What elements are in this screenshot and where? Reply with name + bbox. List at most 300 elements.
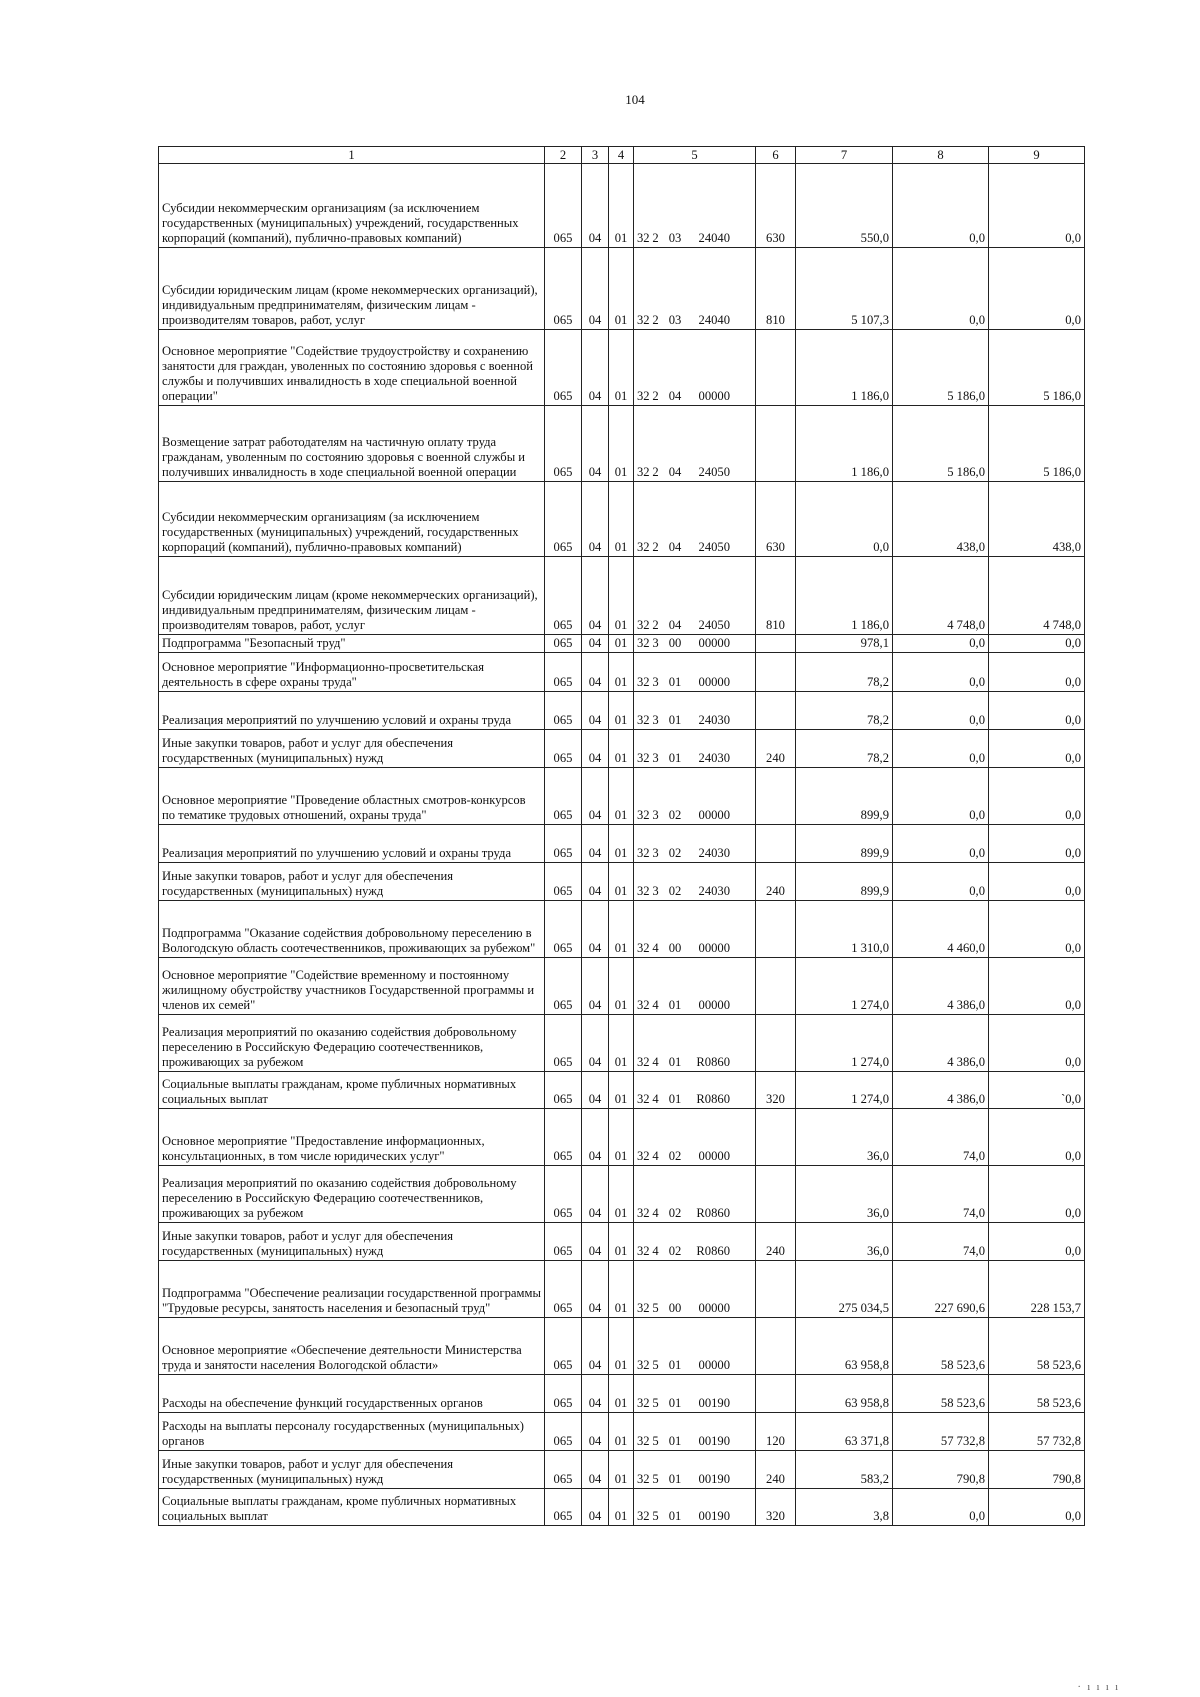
grbs-code: 065 xyxy=(545,901,582,958)
event-code: 02 xyxy=(668,1244,682,1258)
grbs-code: 065 xyxy=(545,1451,582,1489)
subsection-code: 01 xyxy=(609,692,634,730)
amount-year-3: 0,0 xyxy=(989,1166,1085,1223)
amount-year-3: `0,0 xyxy=(989,1072,1085,1109)
grbs-code: 065 xyxy=(545,164,582,248)
subprogram-code: 5 xyxy=(652,1358,659,1372)
table-row xyxy=(159,863,1085,901)
expense-type-code xyxy=(756,692,796,730)
amount-year-3: 0,0 xyxy=(989,1015,1085,1072)
amount-year-2: 74,0 xyxy=(893,1223,989,1261)
direction-code: 24030 xyxy=(698,713,730,727)
direction-code: 00000 xyxy=(698,1358,730,1372)
event-code: 01 xyxy=(668,675,682,689)
direction-code: 00190 xyxy=(698,1434,730,1448)
expense-type-code xyxy=(756,330,796,406)
expense-type-code: 320 xyxy=(756,1072,796,1109)
direction-code: R0860 xyxy=(696,1055,730,1069)
program-code: 32 xyxy=(637,1149,650,1163)
subprogram-code: 5 xyxy=(652,1396,659,1410)
amount-year-2: 0,0 xyxy=(893,863,989,901)
table-row xyxy=(159,1489,1085,1526)
row-name: Реализация мероприятий по улучшению условий и охраны труда xyxy=(159,825,545,863)
expense-type-code xyxy=(756,768,796,825)
table-row xyxy=(159,768,1085,825)
section-code: 04 xyxy=(582,863,609,901)
direction-code: 24040 xyxy=(698,231,730,245)
header-col-7: 7 xyxy=(796,147,893,164)
event-code: 03 xyxy=(668,231,682,245)
subsection-code: 01 xyxy=(609,653,634,692)
subprogram-code: 3 xyxy=(652,808,659,822)
table-row xyxy=(159,1109,1085,1166)
amount-year-3: 58 523,6 xyxy=(989,1375,1085,1413)
direction-code: 00000 xyxy=(698,636,730,650)
amount-year-1: 899,9 xyxy=(796,863,893,901)
amount-year-3: 0,0 xyxy=(989,1489,1085,1526)
subprogram-code: 5 xyxy=(652,1472,659,1486)
amount-year-1: 899,9 xyxy=(796,825,893,863)
expense-type-code: 810 xyxy=(756,557,796,635)
header-col-4: 4 xyxy=(609,147,634,164)
table-row xyxy=(159,692,1085,730)
expense-type-code xyxy=(756,635,796,653)
amount-year-2: 4 386,0 xyxy=(893,1072,989,1109)
program-code: 32 xyxy=(637,713,650,727)
scan-edge-mark: · ı ı ı ı xyxy=(1077,1682,1120,1693)
target-article-code xyxy=(634,1451,756,1489)
direction-code: 24040 xyxy=(698,313,730,327)
row-name: Иные закупки товаров, работ и услуг для обеспечения государственных (муниципальных) нужд xyxy=(159,730,545,768)
amount-year-1: 583,2 xyxy=(796,1451,893,1489)
subprogram-code: 4 xyxy=(652,1244,659,1258)
grbs-code: 065 xyxy=(545,863,582,901)
subsection-code: 01 xyxy=(609,482,634,557)
target-article-code xyxy=(634,330,756,406)
section-code: 04 xyxy=(582,1109,609,1166)
amount-year-2: 4 748,0 xyxy=(893,557,989,635)
subprogram-code: 4 xyxy=(652,1055,659,1069)
subprogram-code: 4 xyxy=(652,941,659,955)
section-code: 04 xyxy=(582,557,609,635)
amount-year-3: 0,0 xyxy=(989,901,1085,958)
section-code: 04 xyxy=(582,164,609,248)
subprogram-code: 2 xyxy=(652,540,659,554)
subprogram-code: 4 xyxy=(652,1092,659,1106)
event-code: 02 xyxy=(668,1149,682,1163)
amount-year-2: 0,0 xyxy=(893,653,989,692)
direction-code: 00190 xyxy=(698,1509,730,1523)
subprogram-code: 4 xyxy=(652,1206,659,1220)
subprogram-code: 3 xyxy=(652,846,659,860)
event-code: 01 xyxy=(668,751,682,765)
direction-code: 24030 xyxy=(698,846,730,860)
table-row xyxy=(159,653,1085,692)
subsection-code: 01 xyxy=(609,635,634,653)
direction-code: 00000 xyxy=(698,389,730,403)
subsection-code: 01 xyxy=(609,730,634,768)
row-name: Подпрограмма "Оказание содействия добровольному переселению в Вологодскую область соотечественников, проживающих за рубежом" xyxy=(159,901,545,958)
subprogram-code: 5 xyxy=(652,1434,659,1448)
grbs-code: 065 xyxy=(545,1413,582,1451)
grbs-code: 065 xyxy=(545,1223,582,1261)
expense-type-code xyxy=(756,1015,796,1072)
amount-year-3: 0,0 xyxy=(989,863,1085,901)
grbs-code: 065 xyxy=(545,653,582,692)
grbs-code: 065 xyxy=(545,1318,582,1375)
section-code: 04 xyxy=(582,1451,609,1489)
direction-code: 00190 xyxy=(698,1396,730,1410)
subsection-code: 01 xyxy=(609,1223,634,1261)
amount-year-3: 5 186,0 xyxy=(989,406,1085,482)
section-code: 04 xyxy=(582,730,609,768)
direction-code: R0860 xyxy=(696,1206,730,1220)
event-code: 04 xyxy=(668,389,682,403)
subprogram-code: 3 xyxy=(652,884,659,898)
event-code: 04 xyxy=(668,618,682,632)
section-code: 04 xyxy=(582,1166,609,1223)
direction-code: 00190 xyxy=(698,1472,730,1486)
subprogram-code: 2 xyxy=(652,465,659,479)
expense-type-code xyxy=(756,1166,796,1223)
target-article-code xyxy=(634,1015,756,1072)
subsection-code: 01 xyxy=(609,901,634,958)
target-article-code xyxy=(634,1261,756,1318)
amount-year-1: 3,8 xyxy=(796,1489,893,1526)
grbs-code: 065 xyxy=(545,1375,582,1413)
subprogram-code: 2 xyxy=(652,618,659,632)
amount-year-1: 36,0 xyxy=(796,1166,893,1223)
grbs-code: 065 xyxy=(545,635,582,653)
subprogram-code: 3 xyxy=(652,636,659,650)
target-article-code xyxy=(634,825,756,863)
program-code: 32 xyxy=(637,884,650,898)
amount-year-2: 74,0 xyxy=(893,1166,989,1223)
subsection-code: 01 xyxy=(609,330,634,406)
expense-type-code xyxy=(756,825,796,863)
amount-year-3: 0,0 xyxy=(989,248,1085,330)
amount-year-2: 74,0 xyxy=(893,1109,989,1166)
table-row xyxy=(159,1166,1085,1223)
grbs-code: 065 xyxy=(545,557,582,635)
subsection-code: 01 xyxy=(609,1375,634,1413)
direction-code: 24050 xyxy=(698,540,730,554)
target-article-code xyxy=(634,901,756,958)
section-code: 04 xyxy=(582,825,609,863)
target-article-code xyxy=(634,1489,756,1526)
amount-year-2: 0,0 xyxy=(893,692,989,730)
event-code: 00 xyxy=(668,1301,682,1315)
amount-year-1: 1 274,0 xyxy=(796,1015,893,1072)
direction-code: 24050 xyxy=(698,465,730,479)
expense-type-code: 630 xyxy=(756,482,796,557)
section-code: 04 xyxy=(582,330,609,406)
amount-year-3: 4 748,0 xyxy=(989,557,1085,635)
row-name: Основное мероприятие "Информационно-просветительская деятельность в сфере охраны труда" xyxy=(159,653,545,692)
subsection-code: 01 xyxy=(609,1109,634,1166)
amount-year-1: 63 958,8 xyxy=(796,1318,893,1375)
amount-year-1: 63 958,8 xyxy=(796,1375,893,1413)
event-code: 01 xyxy=(668,1092,682,1106)
grbs-code: 065 xyxy=(545,1072,582,1109)
grbs-code: 065 xyxy=(545,1261,582,1318)
row-name: Подпрограмма "Обеспечение реализации государственной программы "Трудовые ресурсы, занятость населения и безопасный труд" xyxy=(159,1261,545,1318)
subprogram-code: 2 xyxy=(652,389,659,403)
grbs-code: 065 xyxy=(545,330,582,406)
table-row xyxy=(159,1015,1085,1072)
amount-year-2: 0,0 xyxy=(893,164,989,248)
section-code: 04 xyxy=(582,958,609,1015)
target-article-code xyxy=(634,1166,756,1223)
event-code: 02 xyxy=(668,808,682,822)
section-code: 04 xyxy=(582,248,609,330)
row-name: Подпрограмма "Безопасный труд" xyxy=(159,635,545,653)
subprogram-code: 5 xyxy=(652,1301,659,1315)
row-name: Возмещение затрат работодателям на частичную оплату труда гражданам, уволенным по состоянию здоровья с военной службы и получивших инвалидность в ходе специальной военной операции xyxy=(159,406,545,482)
amount-year-2: 4 460,0 xyxy=(893,901,989,958)
amount-year-3: 0,0 xyxy=(989,825,1085,863)
program-code: 32 xyxy=(637,1301,650,1315)
program-code: 32 xyxy=(637,751,650,765)
direction-code: R0860 xyxy=(696,1244,730,1258)
amount-year-1: 36,0 xyxy=(796,1109,893,1166)
direction-code: 00000 xyxy=(698,1301,730,1315)
row-name: Субсидии юридическим лицам (кроме некоммерческих организаций), индивидуальным предпринимателям, физическим лицам - производителям товаров, работ, услуг xyxy=(159,248,545,330)
amount-year-3: 790,8 xyxy=(989,1451,1085,1489)
row-name: Субсидии юридическим лицам (кроме некоммерческих организаций), индивидуальным предпринимателям, физическим лицам - производителям товаров, работ, услуг xyxy=(159,557,545,635)
grbs-code: 065 xyxy=(545,1166,582,1223)
target-article-code xyxy=(634,730,756,768)
program-code: 32 xyxy=(637,1434,650,1448)
table-row xyxy=(159,1375,1085,1413)
program-code: 32 xyxy=(637,1472,650,1486)
subsection-code: 01 xyxy=(609,1015,634,1072)
amount-year-3: 0,0 xyxy=(989,768,1085,825)
expense-type-code: 240 xyxy=(756,863,796,901)
grbs-code: 065 xyxy=(545,1109,582,1166)
amount-year-2: 4 386,0 xyxy=(893,958,989,1015)
row-name: Расходы на выплаты персоналу государственных (муниципальных) органов xyxy=(159,1413,545,1451)
program-code: 32 xyxy=(637,313,650,327)
amount-year-2: 58 523,6 xyxy=(893,1375,989,1413)
event-code: 02 xyxy=(668,1206,682,1220)
table-row xyxy=(159,482,1085,557)
row-name: Субсидии некоммерческим организациям (за исключением государственных (муниципальных) учреждений, государственных корпораций (компаний), публично-правовых компаний) xyxy=(159,482,545,557)
grbs-code: 065 xyxy=(545,958,582,1015)
target-article-code xyxy=(634,406,756,482)
section-code: 04 xyxy=(582,1015,609,1072)
amount-year-1: 78,2 xyxy=(796,692,893,730)
table-row xyxy=(159,557,1085,635)
program-code: 32 xyxy=(637,675,650,689)
program-code: 32 xyxy=(637,465,650,479)
amount-year-2: 0,0 xyxy=(893,730,989,768)
amount-year-3: 0,0 xyxy=(989,635,1085,653)
subsection-code: 01 xyxy=(609,1318,634,1375)
target-article-code xyxy=(634,1109,756,1166)
header-col-5: 5 xyxy=(634,147,756,164)
amount-year-3: 438,0 xyxy=(989,482,1085,557)
section-code: 04 xyxy=(582,1261,609,1318)
amount-year-2: 0,0 xyxy=(893,825,989,863)
header-row xyxy=(159,147,1085,164)
event-code: 04 xyxy=(668,465,682,479)
expense-type-code: 810 xyxy=(756,248,796,330)
subsection-code: 01 xyxy=(609,1451,634,1489)
program-code: 32 xyxy=(637,618,650,632)
amount-year-3: 57 732,8 xyxy=(989,1413,1085,1451)
event-code: 02 xyxy=(668,846,682,860)
event-code: 00 xyxy=(668,941,682,955)
amount-year-2: 0,0 xyxy=(893,248,989,330)
table-row xyxy=(159,901,1085,958)
amount-year-1: 1 274,0 xyxy=(796,958,893,1015)
direction-code: 00000 xyxy=(698,1149,730,1163)
row-name: Иные закупки товаров, работ и услуг для обеспечения государственных (муниципальных) нужд xyxy=(159,863,545,901)
section-code: 04 xyxy=(582,692,609,730)
table-row xyxy=(159,1413,1085,1451)
section-code: 04 xyxy=(582,1072,609,1109)
program-code: 32 xyxy=(637,540,650,554)
subsection-code: 01 xyxy=(609,1261,634,1318)
table-row xyxy=(159,248,1085,330)
grbs-code: 065 xyxy=(545,1489,582,1526)
amount-year-1: 1 186,0 xyxy=(796,557,893,635)
expense-type-code xyxy=(756,1261,796,1318)
table-row xyxy=(159,730,1085,768)
budget-table xyxy=(158,146,1085,1526)
section-code: 04 xyxy=(582,1375,609,1413)
table-row xyxy=(159,958,1085,1015)
amount-year-3: 0,0 xyxy=(989,958,1085,1015)
program-code: 32 xyxy=(637,1092,650,1106)
target-article-code xyxy=(634,248,756,330)
amount-year-1: 275 034,5 xyxy=(796,1261,893,1318)
section-code: 04 xyxy=(582,1413,609,1451)
grbs-code: 065 xyxy=(545,406,582,482)
subprogram-code: 2 xyxy=(652,313,659,327)
amount-year-3: 58 523,6 xyxy=(989,1318,1085,1375)
expense-type-code: 240 xyxy=(756,1451,796,1489)
expense-type-code xyxy=(756,1318,796,1375)
subsection-code: 01 xyxy=(609,1166,634,1223)
program-code: 32 xyxy=(637,808,650,822)
program-code: 32 xyxy=(637,636,650,650)
grbs-code: 065 xyxy=(545,825,582,863)
target-article-code xyxy=(634,958,756,1015)
expense-type-code: 240 xyxy=(756,730,796,768)
subsection-code: 01 xyxy=(609,1489,634,1526)
subprogram-code: 3 xyxy=(652,675,659,689)
table-row xyxy=(159,1451,1085,1489)
expense-type-code xyxy=(756,1375,796,1413)
amount-year-1: 0,0 xyxy=(796,482,893,557)
row-name: Субсидии некоммерческим организациям (за исключением государственных (муниципальных) учреждений, государственных корпораций (компаний), публично-правовых компаний) xyxy=(159,164,545,248)
program-code: 32 xyxy=(637,846,650,860)
header-col-3: 3 xyxy=(582,147,609,164)
header-col-1: 1 xyxy=(159,147,545,164)
row-name: Реализация мероприятий по оказанию содействия добровольному переселению в Российскую Федерацию соотечественников, проживающих за рубежом xyxy=(159,1166,545,1223)
expense-type-code: 240 xyxy=(756,1223,796,1261)
amount-year-1: 1 186,0 xyxy=(796,330,893,406)
subprogram-code: 4 xyxy=(652,1149,659,1163)
program-code: 32 xyxy=(637,389,650,403)
direction-code: 00000 xyxy=(698,675,730,689)
event-code: 02 xyxy=(668,884,682,898)
amount-year-3: 5 186,0 xyxy=(989,330,1085,406)
amount-year-3: 0,0 xyxy=(989,1109,1085,1166)
section-code: 04 xyxy=(582,1223,609,1261)
amount-year-1: 1 310,0 xyxy=(796,901,893,958)
amount-year-1: 550,0 xyxy=(796,164,893,248)
target-article-code xyxy=(634,653,756,692)
program-code: 32 xyxy=(637,1206,650,1220)
amount-year-3: 0,0 xyxy=(989,692,1085,730)
amount-year-2: 0,0 xyxy=(893,635,989,653)
row-name: Реализация мероприятий по улучшению условий и охраны труда xyxy=(159,692,545,730)
program-code: 32 xyxy=(637,1509,650,1523)
subprogram-code: 5 xyxy=(652,1509,659,1523)
section-code: 04 xyxy=(582,406,609,482)
table-row xyxy=(159,825,1085,863)
amount-year-2: 0,0 xyxy=(893,1489,989,1526)
table-row xyxy=(159,1261,1085,1318)
program-code: 32 xyxy=(637,1358,650,1372)
table-row xyxy=(159,406,1085,482)
event-code: 01 xyxy=(668,1472,682,1486)
amount-year-2: 57 732,8 xyxy=(893,1413,989,1451)
target-article-code xyxy=(634,692,756,730)
amount-year-3: 0,0 xyxy=(989,1223,1085,1261)
amount-year-1: 78,2 xyxy=(796,653,893,692)
amount-year-1: 899,9 xyxy=(796,768,893,825)
grbs-code: 065 xyxy=(545,768,582,825)
amount-year-1: 63 371,8 xyxy=(796,1413,893,1451)
program-code: 32 xyxy=(637,231,650,245)
row-name: Социальные выплаты гражданам, кроме публичных нормативных социальных выплат xyxy=(159,1489,545,1526)
expense-type-code: 320 xyxy=(756,1489,796,1526)
program-code: 32 xyxy=(637,1055,650,1069)
target-article-code xyxy=(634,1223,756,1261)
target-article-code xyxy=(634,768,756,825)
direction-code: 24050 xyxy=(698,618,730,632)
target-article-code xyxy=(634,557,756,635)
section-code: 04 xyxy=(582,901,609,958)
amount-year-3: 0,0 xyxy=(989,164,1085,248)
direction-code: 00000 xyxy=(698,808,730,822)
event-code: 00 xyxy=(668,636,682,650)
event-code: 01 xyxy=(668,713,682,727)
grbs-code: 065 xyxy=(545,692,582,730)
header-col-8: 8 xyxy=(893,147,989,164)
row-name: Иные закупки товаров, работ и услуг для обеспечения государственных (муниципальных) нужд xyxy=(159,1451,545,1489)
expense-type-code xyxy=(756,958,796,1015)
row-name: Основное мероприятие "Проведение областных смотров-конкурсов по тематике трудовых отношений, охраны труда" xyxy=(159,768,545,825)
amount-year-1: 978,1 xyxy=(796,635,893,653)
subsection-code: 01 xyxy=(609,164,634,248)
program-code: 32 xyxy=(637,1396,650,1410)
target-article-code xyxy=(634,863,756,901)
event-code: 01 xyxy=(668,1434,682,1448)
row-name: Расходы на обеспечение функций государственных органов xyxy=(159,1375,545,1413)
target-article-code xyxy=(634,635,756,653)
amount-year-1: 36,0 xyxy=(796,1223,893,1261)
table-row xyxy=(159,1072,1085,1109)
event-code: 01 xyxy=(668,1509,682,1523)
expense-type-code xyxy=(756,406,796,482)
subprogram-code: 2 xyxy=(652,231,659,245)
row-name: Социальные выплаты гражданам, кроме публичных нормативных социальных выплат xyxy=(159,1072,545,1109)
